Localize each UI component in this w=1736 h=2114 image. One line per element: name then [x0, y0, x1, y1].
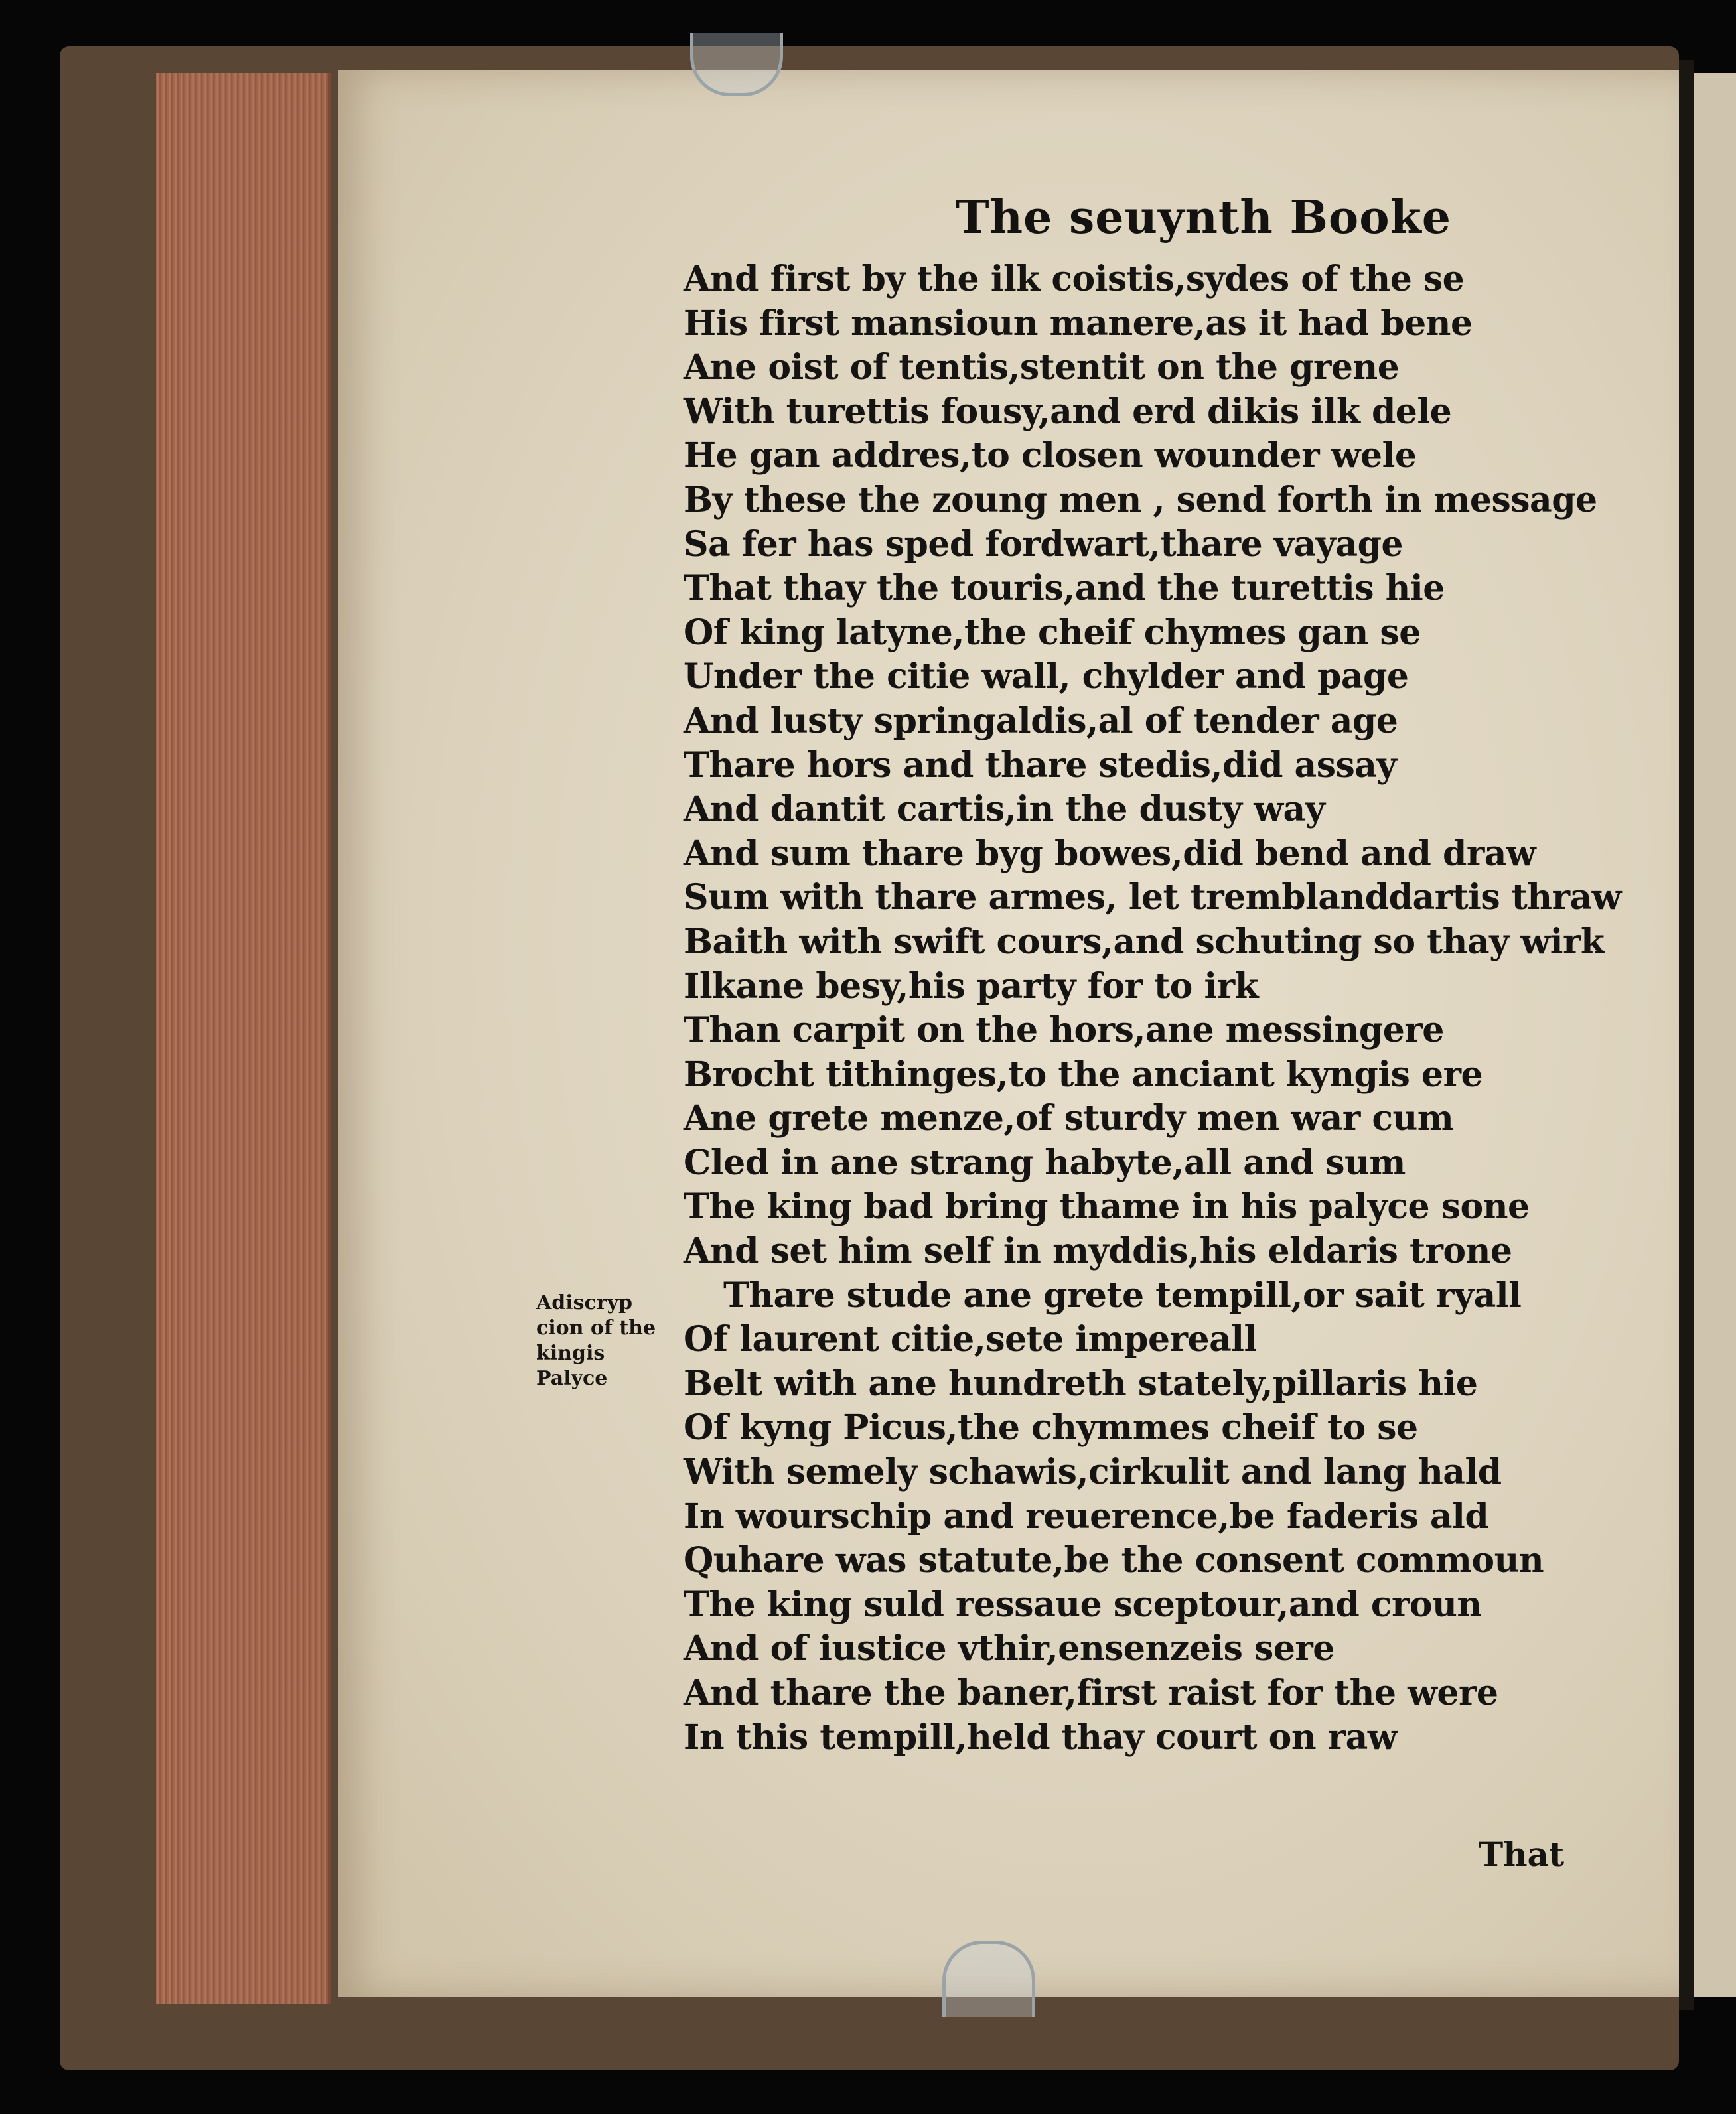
- verse-line: Brocht tithinges,to the anciant kyngis ere: [684, 1054, 1483, 1095]
- verse-line: Of kyng Picus,the chymmes cheif to se: [684, 1407, 1418, 1448]
- verse-line: Under the citie wall, chylder and page: [684, 656, 1409, 697]
- verse-line: The king bad bring thame in his palyce sone: [684, 1186, 1530, 1228]
- catchword: That: [1479, 1835, 1565, 1874]
- page-edges: [156, 73, 331, 2004]
- running-head: The seuynth Booke: [956, 191, 1452, 244]
- verse-line: Ane grete menze,of sturdy men war cum: [684, 1098, 1454, 1139]
- verse-line: That thay the touris,and the turettis hie: [684, 568, 1445, 609]
- verse-line: By these the zoung men , send forth in message: [684, 479, 1597, 520]
- verse-line: Sa fer has sped fordwart,thare vayage: [684, 524, 1404, 565]
- verse-line: And thare the baner,first raist for the were: [684, 1673, 1498, 1713]
- verse-line: Baith with swift cours,and schuting so thay wirk: [684, 921, 1605, 962]
- verse-line: And of iustice vthir,ensenzeis sere: [684, 1628, 1335, 1669]
- marginal-note-line: cion of the: [536, 1316, 656, 1340]
- verse-line: Belt with ane hundreth stately,pillaris hie: [684, 1363, 1478, 1404]
- verse-line: In this tempill,held thay court on raw: [684, 1717, 1398, 1758]
- verse-line: Quhare was statute,be the consent commoun: [684, 1540, 1544, 1581]
- verse-line: And lusty springaldis,al of tender age: [684, 700, 1398, 741]
- verse-line: Of laurent citie,sete impereall: [684, 1319, 1257, 1360]
- verse-line: His first mansioun manere,as it had bene: [684, 303, 1473, 344]
- verse-line: And dantit cartis,in the dusty way: [684, 789, 1325, 830]
- verse-line: With semely schawis,cirkulit and lang hald: [684, 1452, 1502, 1493]
- verse-line: The king suld ressaue sceptour,and croun: [684, 1584, 1482, 1625]
- verse-line: In wourschip and reuerence,be faderis ald: [684, 1496, 1489, 1537]
- verse-line: Than carpit on the hors,ane messingere: [684, 1010, 1444, 1051]
- verse-line: Cled in ane strang habyte,all and sum: [684, 1142, 1406, 1183]
- page-clip-bottom: [942, 1941, 1035, 2017]
- verse-line: And set him self in myddis,his eldaris trone: [684, 1231, 1512, 1272]
- verse-text: [684, 257, 1621, 1760]
- facing-page-edge: [1694, 73, 1736, 1997]
- verse-line: He gan addres,to closen wounder wele: [684, 435, 1417, 476]
- marginal-note: [536, 1291, 656, 1391]
- verse-line: Thare stude ane grete tempill,or sait ryall: [723, 1275, 1522, 1316]
- verse-line: Thare hors and thare stedis,did assay: [684, 744, 1397, 786]
- book-gutter: [1679, 60, 1694, 2010]
- verse-line: And first by the ilk coistis,sydes of the se: [684, 259, 1465, 299]
- verse-line: With turettis fousy,and erd dikis ilk dele: [684, 391, 1452, 432]
- verse-line: Ilkane besy,his party for to irk: [684, 965, 1259, 1007]
- verse-line: Ane oist of tentis,stentit on the grene: [684, 347, 1400, 388]
- verse-line: Of king latyne,the cheif chymes gan se: [684, 612, 1421, 653]
- verse-line: And sum thare byg bowes,did bend and draw: [684, 833, 1536, 874]
- marginal-note-line: Adiscryp: [536, 1291, 633, 1314]
- verse-line: Sum with thare armes, let tremblanddartis thraw: [684, 877, 1621, 918]
- marginal-note-line: Palyce: [536, 1367, 608, 1390]
- marginal-note-line: kingis: [536, 1342, 605, 1365]
